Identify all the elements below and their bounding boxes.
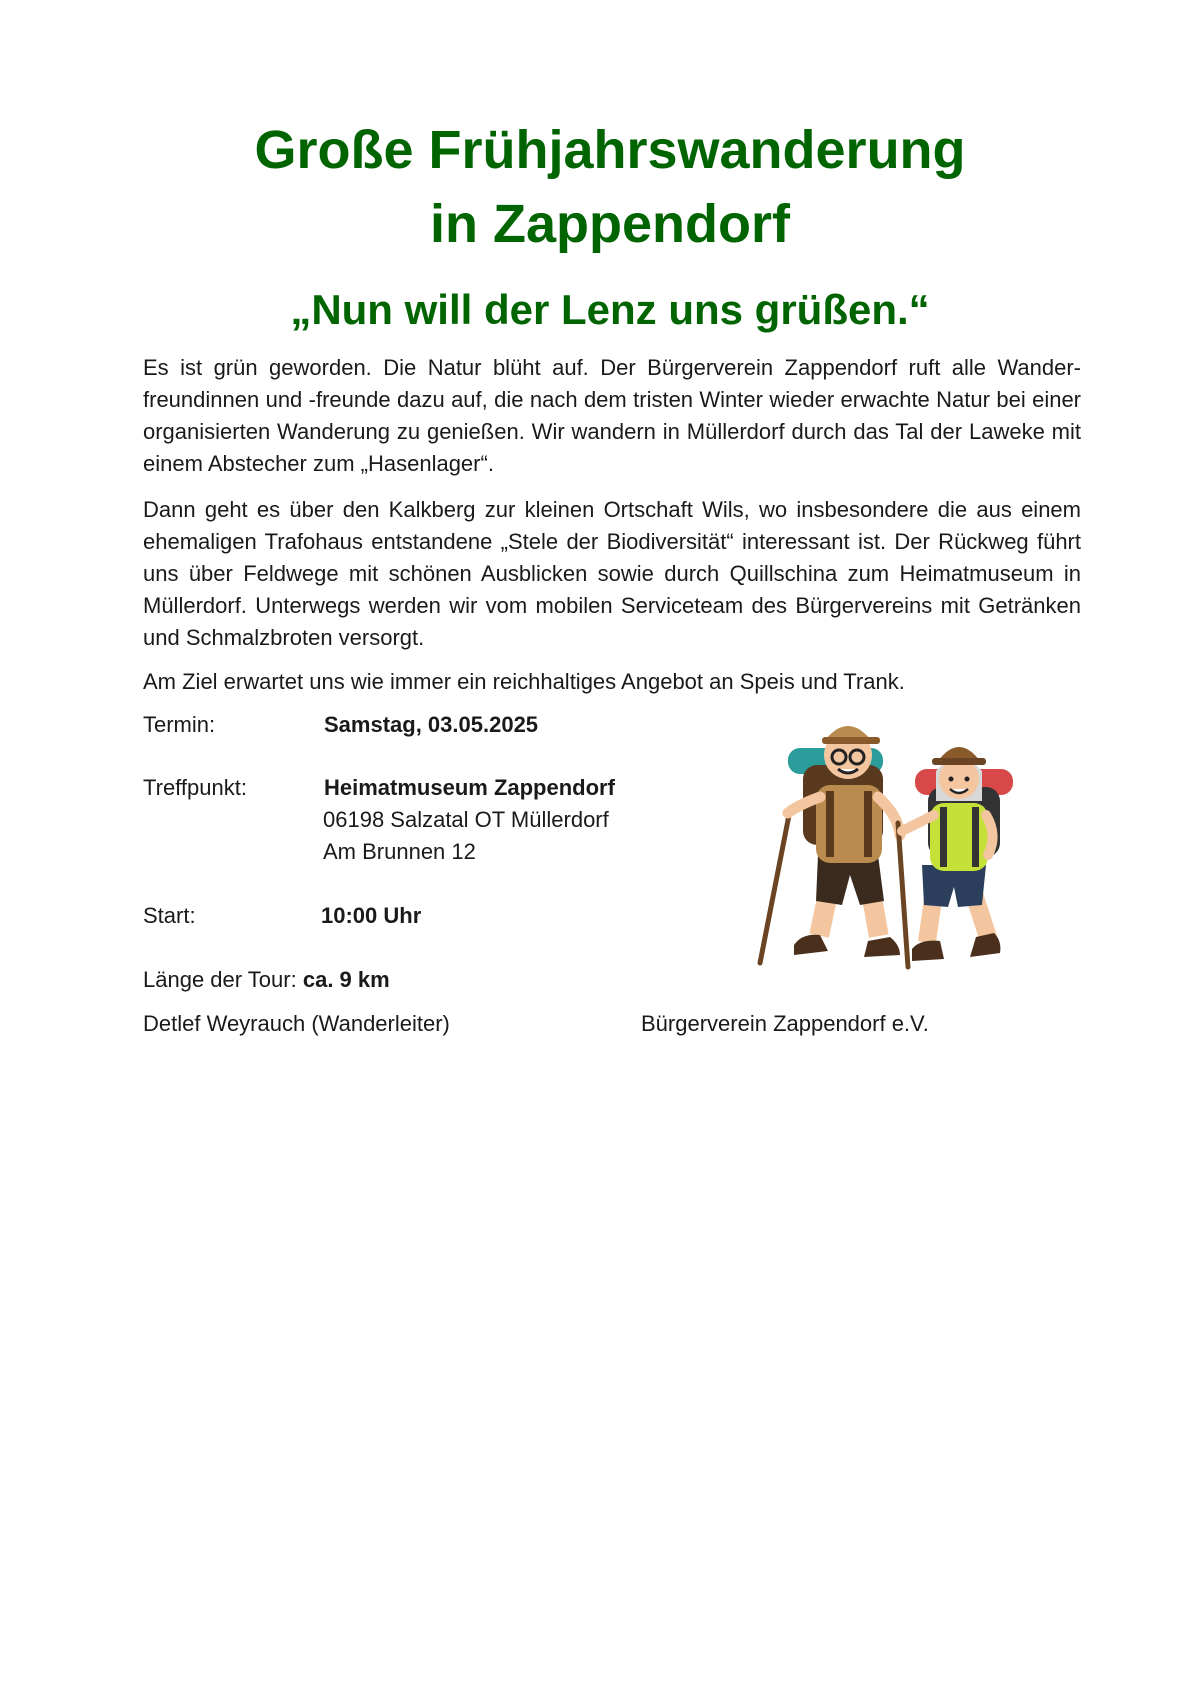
subtitle-quote: „Nun will der Lenz uns grüßen.“ (290, 286, 930, 333)
length-row (143, 964, 390, 996)
treffpunkt-city: 06198 Salzatal OT Müllerdorf (323, 807, 609, 832)
walking-stick-icon (760, 810, 790, 963)
leader-signature: Detlef Weyrauch (Wanderleiter) (143, 1011, 450, 1036)
page-title (0, 113, 1190, 261)
termin-value: Samstag, 03.05.2025 (324, 712, 539, 737)
start-value: 10:00 Uhr (321, 903, 422, 928)
treffpunkt-label: Treffpunkt: (143, 775, 247, 800)
treffpunkt-street: Am Brunnen 12 (323, 839, 476, 864)
intro-paragraph: Es ist grün geworden. Die Natur blüht auf. Der Bürgerverein Zappendorf ruft alle Wander-freundinnen und -freunde dazu auf, die nach dem tristen Winter wieder erwachte Natur bei einer organisierten Wanderung zu genießen. Wir wandern in Müllerdorf durch das Tal der Laweke mit einem Abstecher zum „Hasenlager“. (143, 355, 1081, 476)
route-paragraph: Dann geht es über den Kalkberg zur kleinen Ortschaft Wils, wo insbesondere die aus einem ehemaligen Trafohaus entstandene „Stele der Biodiversität“ interessant ist. Der Rückweg führt uns über Feldwege mit schönen Ausblicken sowie durch Quillschina zum Heimatmuseum in Müllerdorf. Unterwegs werden wir vom mobilen Serviceteam des Bürgervereins mit Getränken und Schmalzbroten versorgt. (143, 497, 1081, 650)
title-line-2: in Zappendorf (430, 194, 790, 254)
organization-signature: Bürgerverein Zappendorf e.V. (641, 1011, 929, 1036)
start-label: Start: (143, 903, 196, 928)
closing-paragraph: Am Ziel erwartet uns wie immer ein reichhaltiges Angebot an Speis und Trank. (143, 669, 905, 694)
title-line-1: Große Frühjahrswanderung (254, 120, 966, 180)
treffpunkt-name: Heimatmuseum Zappendorf (324, 775, 615, 800)
termin-label: Termin: (143, 712, 216, 737)
hiking-couple-illustration (750, 705, 1040, 975)
length-label: Länge der Tour: (143, 967, 297, 992)
length-value: ca. 9 km (302, 967, 390, 992)
